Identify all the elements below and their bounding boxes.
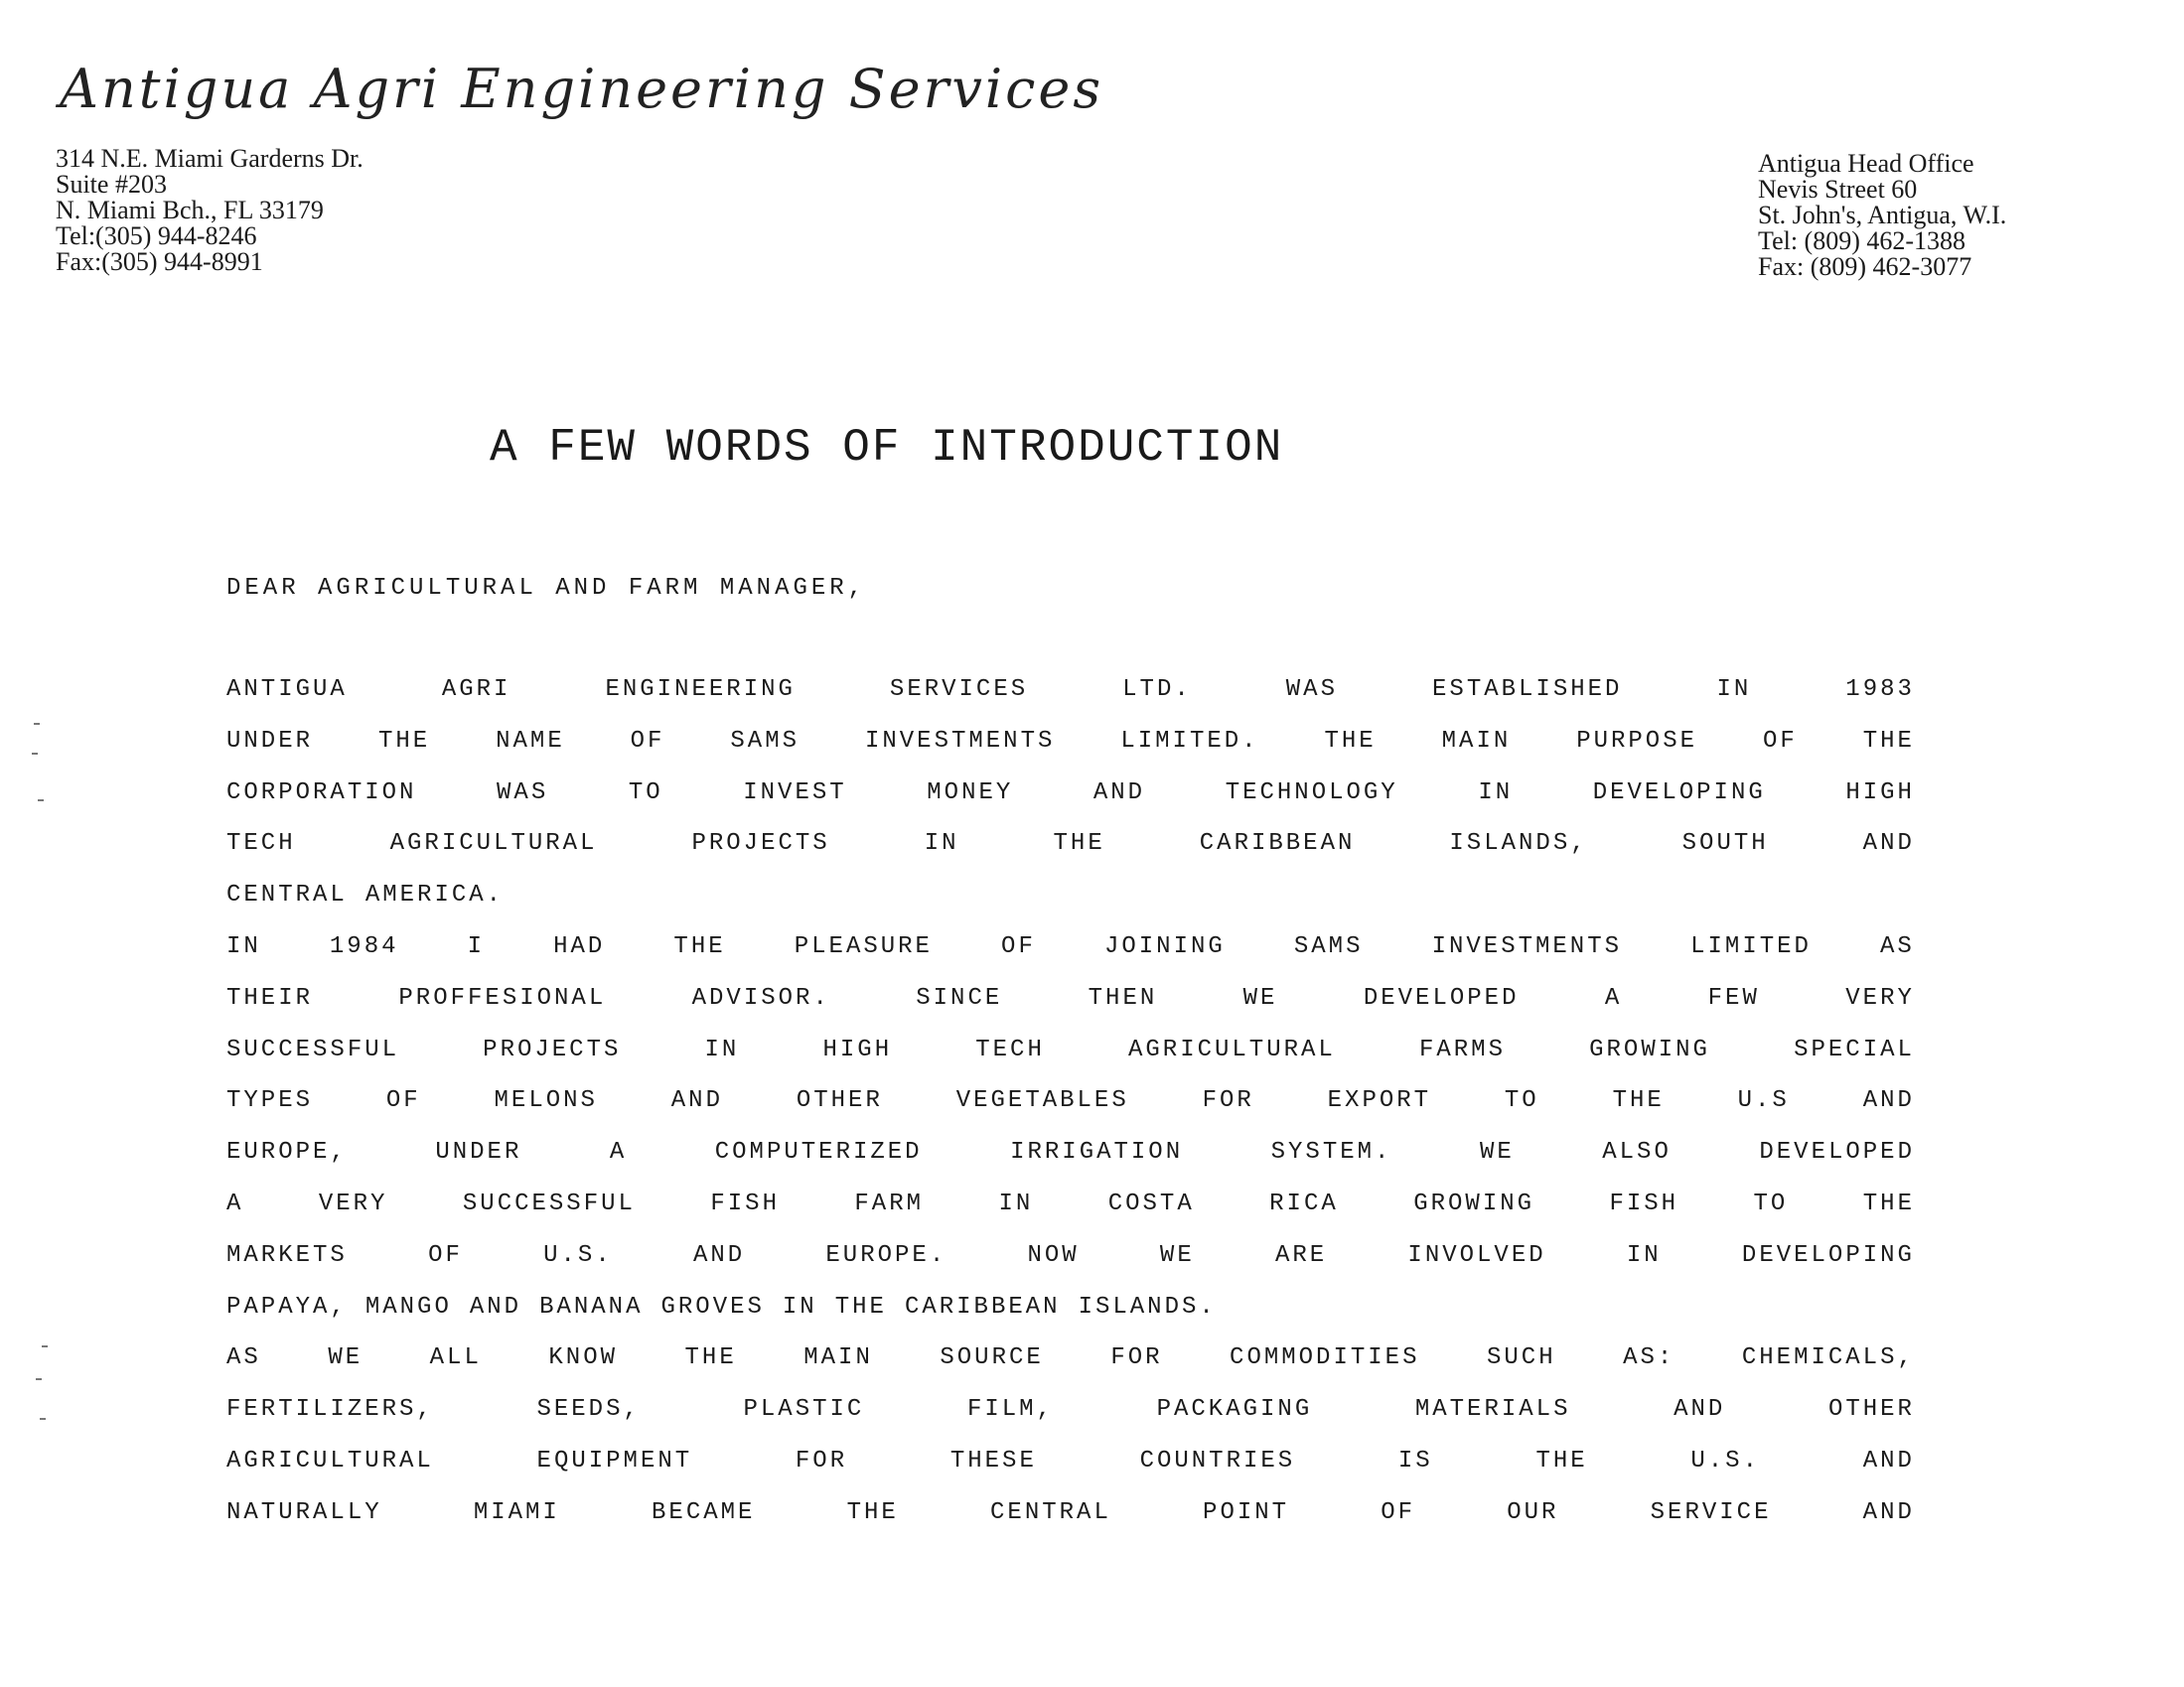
- body-word: 1983: [1845, 676, 1915, 703]
- body-word: ENGINEERING: [605, 676, 796, 703]
- body-word: THE: [1862, 727, 1915, 755]
- body-word: PROFFESIONAL: [398, 984, 607, 1012]
- body-word: OUR: [1507, 1498, 1559, 1526]
- body-word: AS: [226, 1344, 261, 1372]
- body-word: AND: [1862, 1498, 1915, 1526]
- body-word: THE: [1612, 1087, 1665, 1115]
- body-word: IN: [1626, 1241, 1662, 1269]
- body-word: LTD.: [1122, 676, 1192, 703]
- body-word: THEN: [1088, 984, 1158, 1012]
- body-line: [226, 1241, 1915, 1293]
- body-word: ISLANDS,: [1449, 830, 1588, 858]
- body-word: MONEY: [927, 778, 1014, 806]
- body-word: I: [467, 932, 486, 960]
- head-office-address-block: [1758, 151, 2006, 280]
- body-word: TYPES: [226, 1087, 314, 1115]
- body-word: AND: [670, 1087, 723, 1115]
- body-word: ALL: [429, 1344, 482, 1372]
- body-word: EUROPE.: [825, 1241, 947, 1269]
- body-line: [226, 1036, 1915, 1087]
- body-word: FOR: [1110, 1344, 1163, 1372]
- body-line: [226, 1395, 1915, 1447]
- body-word: BANANA: [539, 1293, 644, 1321]
- body-word: SPECIAL: [1794, 1036, 1915, 1063]
- body-word: SYSTEM.: [1270, 1139, 1392, 1167]
- address-line: N. Miami Bch., FL 33179: [56, 196, 324, 224]
- body-word: U.S.: [1690, 1447, 1760, 1475]
- body-word: FISH: [710, 1190, 780, 1217]
- body-word: IN: [924, 830, 959, 858]
- body-word: FARM: [854, 1190, 925, 1217]
- body-word: LIMITED: [1690, 932, 1812, 960]
- body-word: UNDER: [226, 727, 314, 755]
- body-line: [226, 1343, 1915, 1395]
- body-word: WAS: [1285, 676, 1338, 703]
- body-line: [226, 1190, 1915, 1241]
- body-word: IN: [1478, 778, 1514, 806]
- scan-speck: [34, 723, 40, 725]
- body-word: FERTILIZERS,: [226, 1396, 434, 1424]
- address-line: Tel:(305) 944-8246: [56, 221, 257, 250]
- address-line: 314 N.E. Miami Garderns Dr.: [56, 144, 364, 173]
- address-line: Antigua Head Office: [1758, 149, 1974, 178]
- body-word: CARIBBEAN: [1199, 830, 1356, 858]
- body-word: TO: [1504, 1087, 1539, 1115]
- body-word: ADVISOR.: [691, 984, 830, 1012]
- body-word: PLEASURE: [794, 932, 933, 960]
- body-word: MARKETS: [226, 1241, 348, 1269]
- body-word: AND: [1092, 778, 1146, 806]
- body-word: SERVICE: [1650, 1498, 1772, 1526]
- body-word: LIMITED.: [1120, 727, 1259, 755]
- letter-body: [226, 675, 1915, 1550]
- body-word: OF: [385, 1087, 421, 1115]
- body-word: PROJECTS: [483, 1036, 622, 1063]
- body-word: THE: [846, 1498, 899, 1526]
- body-word: SUCH: [1487, 1344, 1556, 1372]
- address-line: Tel: (809) 462-1388: [1758, 226, 1966, 255]
- body-line: [226, 778, 1915, 830]
- body-word: IN: [782, 1293, 817, 1321]
- body-word: AND: [1862, 830, 1915, 858]
- body-word: FILM,: [966, 1396, 1054, 1424]
- body-word: PURPOSE: [1576, 727, 1698, 755]
- body-word: THE: [673, 932, 726, 960]
- body-word: IN: [1716, 676, 1752, 703]
- body-word: INVEST: [743, 778, 847, 806]
- scan-speck: [38, 799, 44, 801]
- address-line: Nevis Street 60: [1758, 175, 1918, 204]
- address-line: Fax: (809) 462-3077: [1758, 252, 1972, 281]
- body-line: [226, 829, 1915, 881]
- body-word: DEVELOPING: [1741, 1241, 1915, 1269]
- body-word: NAME: [496, 727, 565, 755]
- body-word: WE: [1159, 1241, 1195, 1269]
- body-word: COUNTRIES: [1139, 1447, 1296, 1475]
- body-line: [226, 881, 1915, 932]
- body-word: WE: [1479, 1139, 1515, 1167]
- body-word: PLASTIC: [743, 1396, 865, 1424]
- body-line: [226, 1447, 1915, 1498]
- body-word: AGRICULTURAL: [1127, 1036, 1336, 1063]
- body-word: HIGH: [822, 1036, 893, 1063]
- body-word: AND: [1674, 1396, 1726, 1424]
- body-word: GROWING: [1589, 1036, 1710, 1063]
- body-word: A: [1604, 984, 1623, 1012]
- body-word: WAS: [497, 778, 549, 806]
- body-word: OTHER: [796, 1087, 883, 1115]
- body-word: POINT: [1203, 1498, 1290, 1526]
- body-word: PAPAYA,: [226, 1293, 348, 1321]
- scan-speck: [32, 753, 38, 755]
- body-word: ISLANDS.: [1078, 1293, 1217, 1321]
- body-word: IN: [704, 1036, 740, 1063]
- body-word: UNDER: [435, 1139, 522, 1167]
- body-word: SUCCESSFUL: [462, 1190, 636, 1217]
- body-word: TO: [1753, 1190, 1789, 1217]
- body-word: FEW: [1707, 984, 1760, 1012]
- body-word: OF: [1762, 727, 1798, 755]
- body-word: SOUTH: [1681, 830, 1769, 858]
- body-word: BECAME: [652, 1498, 756, 1526]
- body-word: AMERICA.: [364, 882, 505, 910]
- body-word: A: [609, 1139, 628, 1167]
- miami-address-block: [56, 146, 364, 275]
- body-line: [226, 727, 1915, 778]
- body-word: INVESTMENTS: [1431, 932, 1623, 960]
- body-word: COSTA: [1107, 1190, 1195, 1217]
- body-word: AS: [1880, 932, 1915, 960]
- body-word: VEGETABLES: [955, 1087, 1129, 1115]
- body-word: TO: [628, 778, 663, 806]
- body-word: CENTRAL: [226, 882, 348, 910]
- body-word: THE: [834, 1293, 887, 1321]
- body-word: MIAMI: [473, 1498, 560, 1526]
- body-word: THE: [1535, 1447, 1588, 1475]
- body-word: SERVICES: [889, 676, 1029, 703]
- body-word: MAIN: [803, 1344, 873, 1372]
- body-line: [226, 1138, 1915, 1190]
- body-word: TECHNOLOGY: [1225, 778, 1398, 806]
- body-word: NATURALLY: [226, 1498, 382, 1526]
- body-word: MAIN: [1441, 727, 1512, 755]
- body-line: [226, 1498, 1915, 1550]
- body-word: GROWING: [1413, 1190, 1535, 1217]
- body-word: RICA: [1269, 1190, 1339, 1217]
- body-line: [226, 1293, 1915, 1344]
- body-word: ALSO: [1602, 1139, 1672, 1167]
- body-word: EXPORT: [1327, 1087, 1432, 1115]
- body-word: THE: [377, 727, 431, 755]
- body-word: SEEDS,: [536, 1396, 641, 1424]
- body-word: A: [226, 1190, 244, 1217]
- body-word: AND: [469, 1293, 522, 1321]
- body-word: U.S: [1737, 1087, 1790, 1115]
- document-title: A FEW WORDS OF INTRODUCTION: [490, 422, 1284, 474]
- body-word: ESTABLISHED: [1432, 676, 1623, 703]
- body-word: COMMODITIES: [1230, 1344, 1420, 1372]
- address-line: St. John's, Antigua, W.I.: [1758, 201, 2007, 229]
- body-line: [226, 675, 1915, 727]
- body-line: [226, 932, 1915, 984]
- body-word: ANTIGUA: [226, 676, 348, 703]
- body-word: NOW: [1027, 1241, 1080, 1269]
- body-line: [226, 984, 1915, 1036]
- body-word: JOINING: [1103, 932, 1226, 960]
- body-word: PROJECTS: [691, 830, 830, 858]
- body-word: OTHER: [1827, 1396, 1915, 1424]
- body-word: AND: [1862, 1087, 1915, 1115]
- body-word: SINCE: [916, 984, 1003, 1012]
- body-word: HAD: [553, 932, 606, 960]
- body-word: THEIR: [226, 984, 314, 1012]
- body-word: EQUIPMENT: [536, 1447, 693, 1475]
- body-word: MANGO: [364, 1293, 452, 1321]
- body-word: COMPUTERIZED: [714, 1139, 923, 1167]
- body-word: AGRICULTURAL: [226, 1447, 434, 1475]
- scan-speck: [36, 1378, 42, 1380]
- body-word: WE: [1242, 984, 1278, 1012]
- body-word: DEVELOPING: [1592, 778, 1766, 806]
- body-word: CORPORATION: [226, 778, 417, 806]
- body-word: OF: [1001, 932, 1036, 960]
- body-word: THE: [1862, 1190, 1915, 1217]
- body-word: AS:: [1623, 1344, 1675, 1372]
- scan-speck: [40, 1418, 46, 1420]
- body-word: VERY: [318, 1190, 388, 1217]
- body-word: CHEMICALS,: [1741, 1344, 1915, 1372]
- body-word: SOURCE: [940, 1344, 1044, 1372]
- body-word: PACKAGING: [1156, 1396, 1313, 1424]
- body-word: MELONS: [494, 1087, 598, 1115]
- body-word: CARIBBEAN: [904, 1293, 1061, 1321]
- body-word: FOR: [1202, 1087, 1254, 1115]
- body-word: FISH: [1609, 1190, 1679, 1217]
- body-word: VERY: [1845, 984, 1915, 1012]
- body-word: EUROPE,: [226, 1139, 348, 1167]
- body-word: SAMS: [1293, 932, 1364, 960]
- body-word: TECH: [975, 1036, 1045, 1063]
- body-word: THE: [1053, 830, 1105, 858]
- body-word: IN: [998, 1190, 1034, 1217]
- body-word: WE: [328, 1344, 364, 1372]
- body-line: [226, 1086, 1915, 1138]
- body-word: AND: [692, 1241, 746, 1269]
- body-word: DEVELOPED: [1759, 1139, 1915, 1167]
- body-word: OF: [630, 727, 665, 755]
- body-word: U.S.: [543, 1241, 613, 1269]
- body-word: INVESTMENTS: [864, 727, 1056, 755]
- body-word: AGRICULTURAL: [389, 830, 598, 858]
- body-word: IS: [1397, 1447, 1433, 1475]
- body-word: THESE: [949, 1447, 1037, 1475]
- body-word: CENTRAL: [990, 1498, 1111, 1526]
- body-word: OF: [1381, 1498, 1416, 1526]
- body-word: 1984: [329, 932, 399, 960]
- body-word: DEVELOPED: [1363, 984, 1520, 1012]
- body-word: HIGH: [1845, 778, 1915, 806]
- body-word: OF: [428, 1241, 463, 1269]
- body-word: SUCCESSFUL: [226, 1036, 400, 1063]
- body-word: FARMS: [1418, 1036, 1506, 1063]
- address-line: Fax:(305) 944-8991: [56, 247, 263, 276]
- body-word: INVOLVED: [1407, 1241, 1546, 1269]
- body-word: KNOW: [548, 1344, 618, 1372]
- body-word: FOR: [795, 1447, 848, 1475]
- body-word: AND: [1862, 1447, 1915, 1475]
- body-word: SAMS: [730, 727, 801, 755]
- body-word: THE: [1324, 727, 1377, 755]
- body-word: THE: [684, 1344, 737, 1372]
- scan-speck: [42, 1345, 48, 1347]
- body-word: MATERIALS: [1414, 1396, 1571, 1424]
- body-word: GROVES: [660, 1293, 765, 1321]
- body-word: IRRIGATION: [1010, 1139, 1184, 1167]
- body-word: IN: [226, 932, 261, 960]
- body-word: AGRI: [441, 676, 511, 703]
- salutation: DEAR AGRICULTURAL AND FARM MANAGER,: [226, 575, 867, 602]
- body-word: TECH: [226, 830, 296, 858]
- address-line: Suite #203: [56, 170, 167, 199]
- body-word: ARE: [1274, 1241, 1328, 1269]
- company-letterhead: Antigua Agri Engineering Services: [60, 58, 1104, 120]
